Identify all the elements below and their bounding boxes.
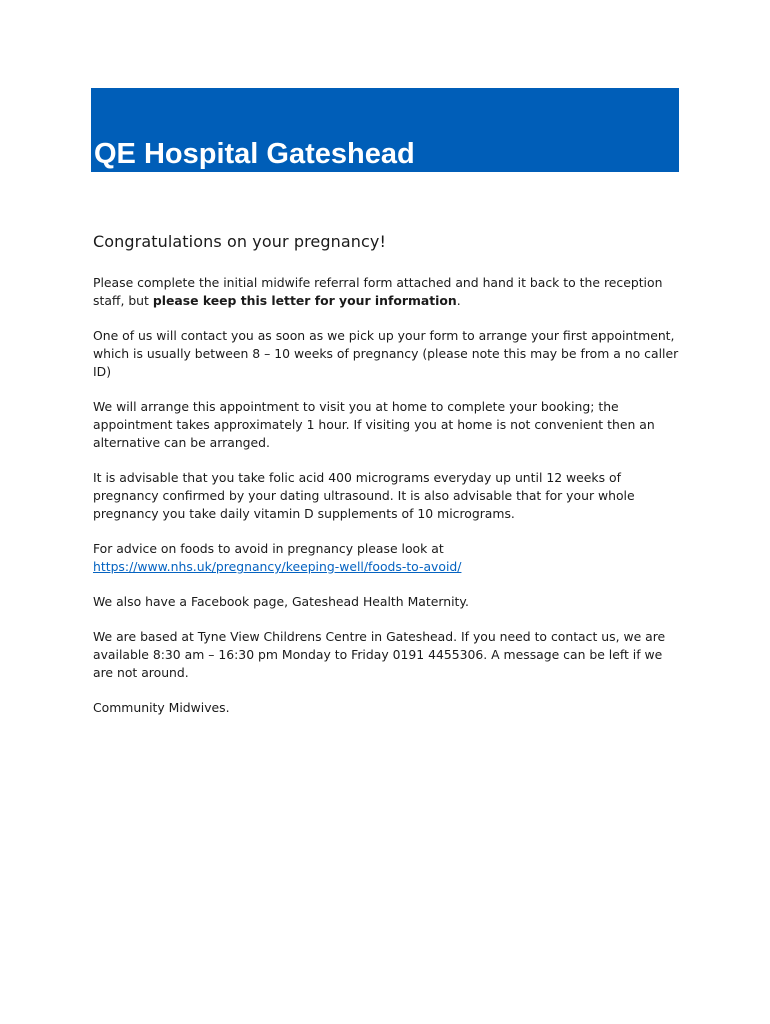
foods-to-avoid-link[interactable]: https://www.nhs.uk/pregnancy/keeping-well/foods-to-avoid/ <box>93 559 462 574</box>
keep-letter-emphasis: please keep this letter for your information <box>152 293 457 308</box>
appointment-paragraph: We will arrange this appointment to visit you at home to complete your booking; the appointment takes approximately 1 hour. If visiting you at home is not convenient then an alternative can be arranged. <box>93 399 655 450</box>
referral-form-text: Please complete the initial midwife referral form attached and hand it back to the reception staff, but <box>93 275 663 308</box>
referral-form-end: . <box>456 293 461 308</box>
letter-body <box>93 230 683 734</box>
foods-advice-text: For advice on foods to avoid in pregnancy please look at <box>93 541 444 556</box>
referral-form-paragraph <box>93 274 683 310</box>
hospital-title: QE Hospital Gateshead <box>94 138 415 170</box>
contact-paragraph: One of us will contact you as soon as we pick up your form to arrange your first appointment, which is usually between 8 – 10 weeks of pregnancy (please note this may be from a no caller ID) <box>93 328 679 379</box>
location-paragraph: We are based at Tyne View Childrens Centre in Gateshead. If you need to contact us, we are available 8:30 am – 16:30 pm Monday to Friday 0191 4455306. A message can be left if we are not around. <box>93 629 666 680</box>
header-banner <box>91 88 679 172</box>
supplements-paragraph: It is advisable that you take folic acid 400 micrograms everyday up until 12 weeks of pregnancy confirmed by your dating ultrasound. It is also advisable that for your whole pregnancy you take daily vitamin D supplements of 10 micrograms. <box>93 470 635 521</box>
signoff: Community Midwives. <box>93 700 230 715</box>
greeting-heading: Congratulations on your pregnancy! <box>93 232 387 251</box>
foods-advice-paragraph <box>93 540 683 576</box>
facebook-paragraph: We also have a Facebook page, Gateshead Health Maternity. <box>93 594 469 609</box>
